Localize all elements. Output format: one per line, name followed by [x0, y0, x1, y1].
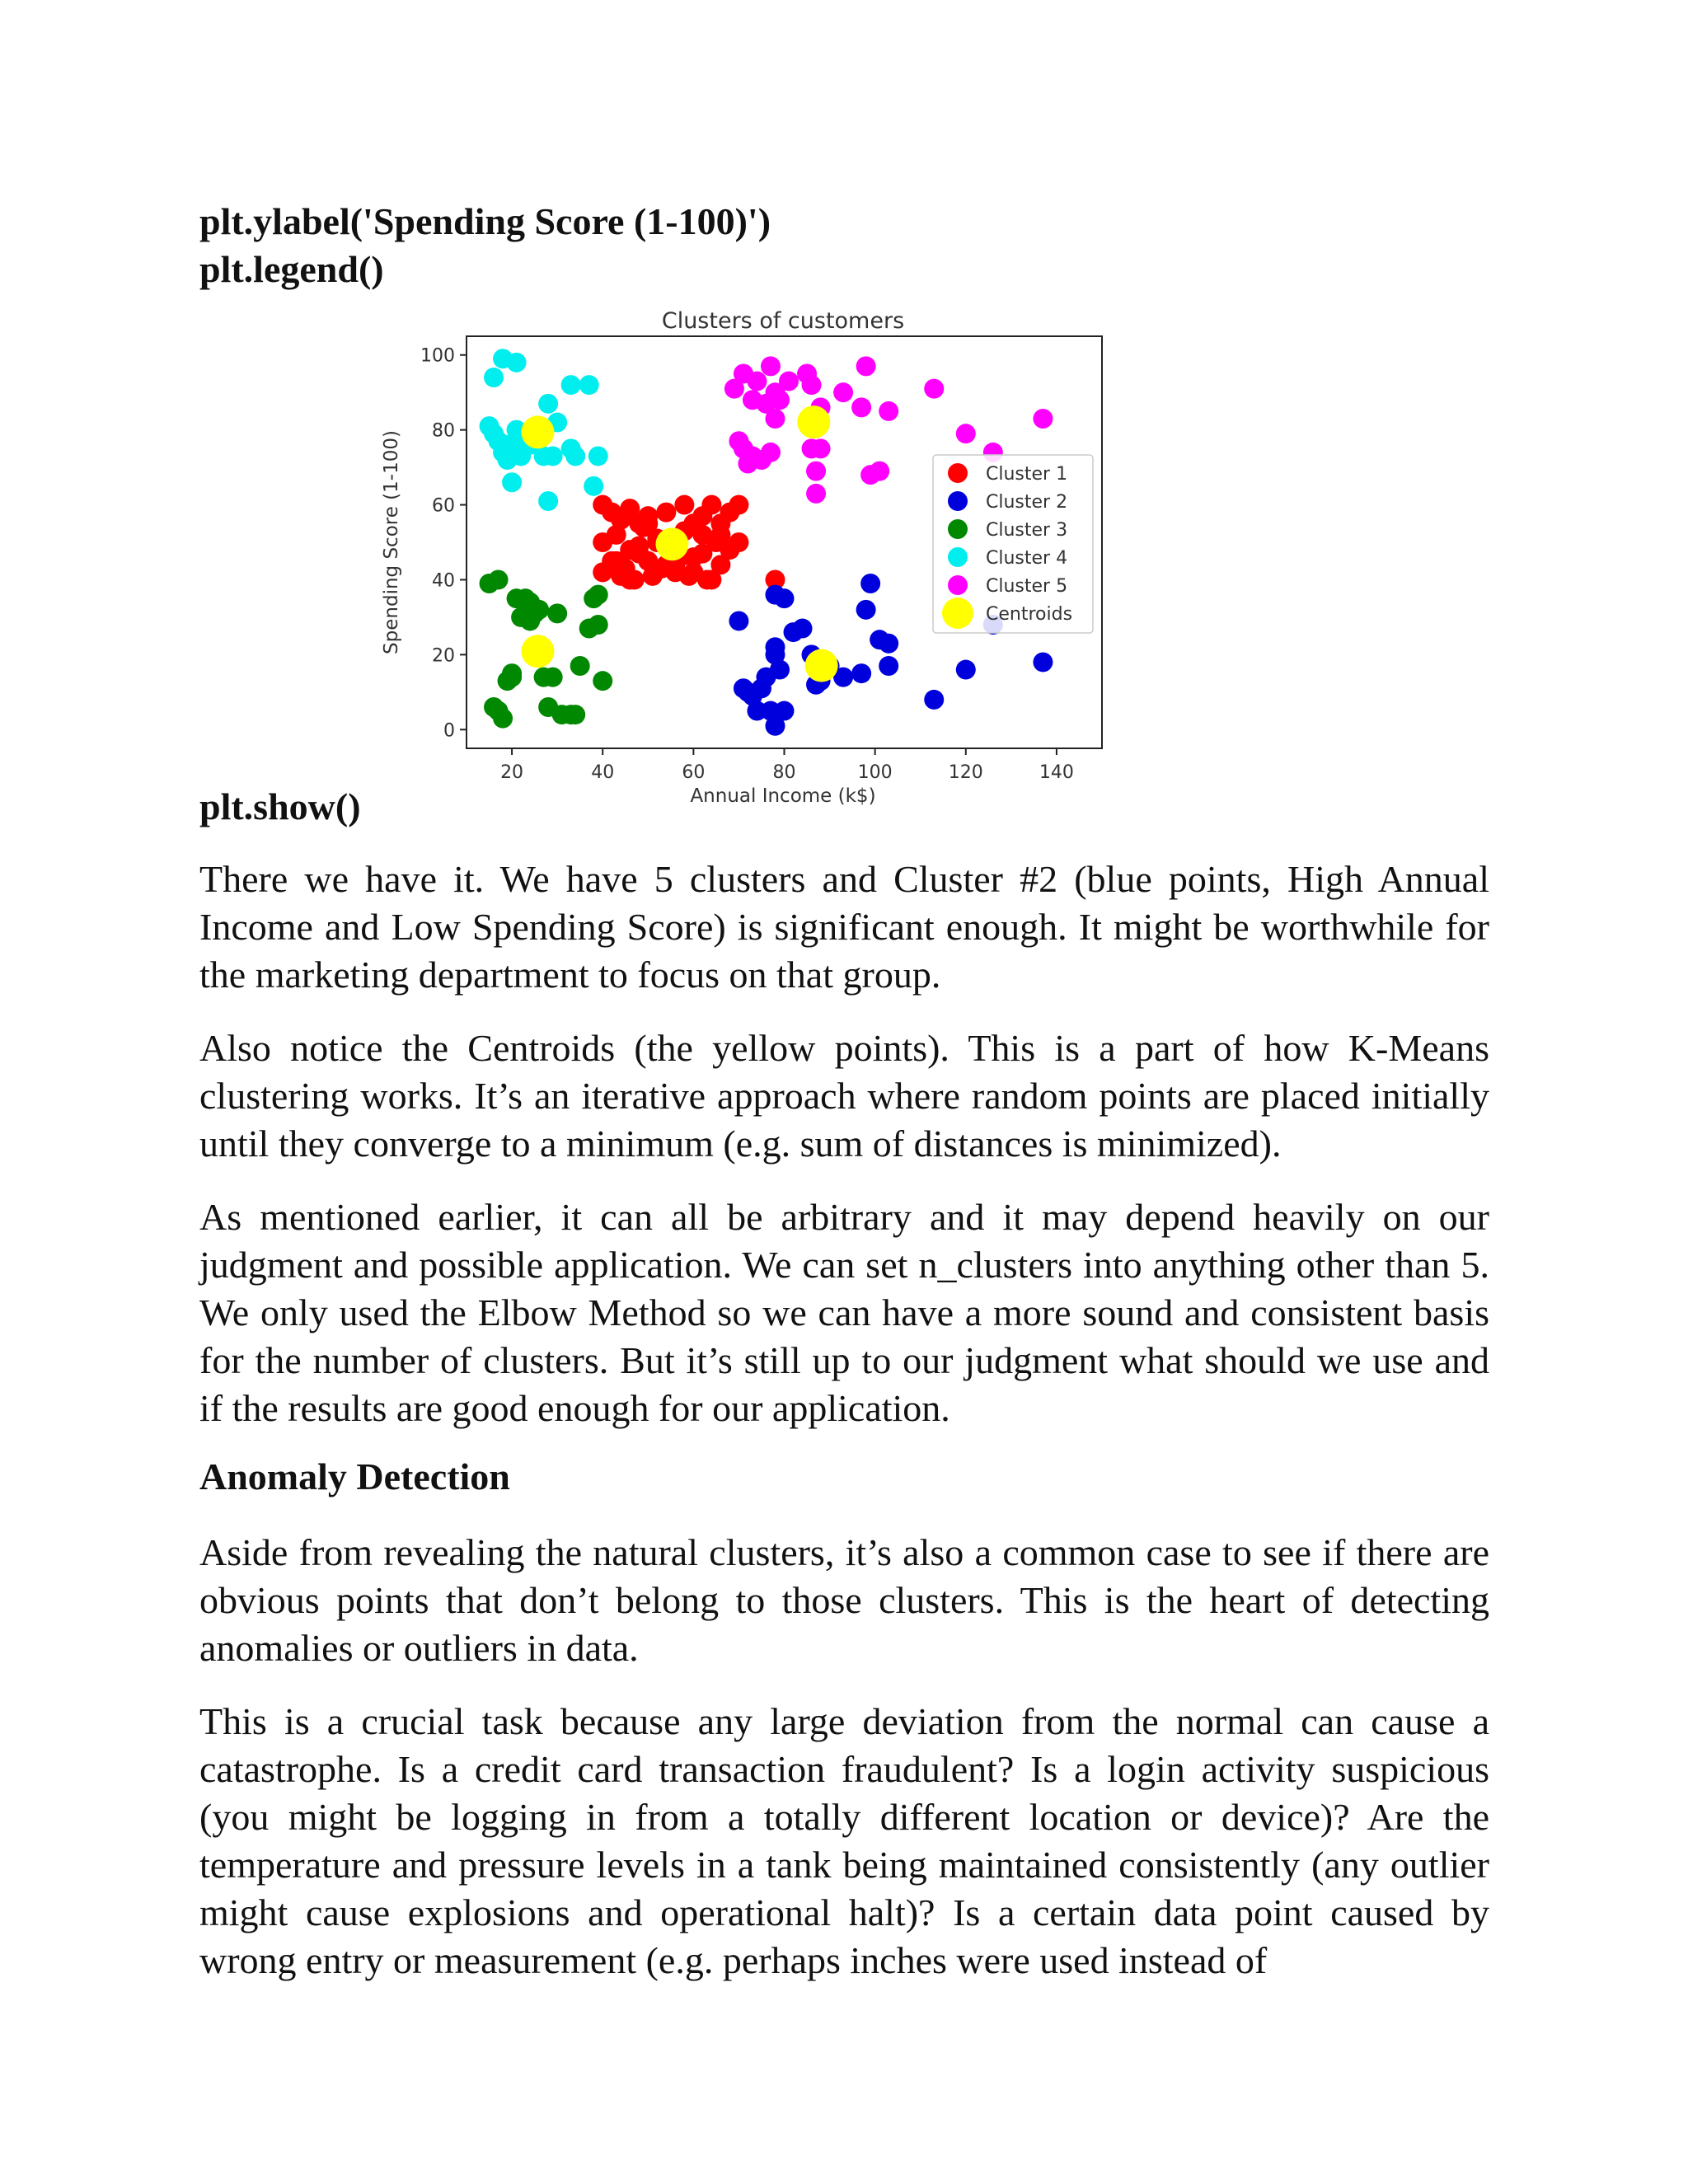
x-tick-label: 100 [857, 762, 893, 783]
cluster-point [806, 462, 826, 481]
y-tick-label: 60 [432, 495, 455, 517]
legend-marker [942, 598, 973, 629]
cluster-point [701, 495, 721, 515]
x-tick-label: 140 [1039, 762, 1074, 783]
paragraph-4: Aside from revealing the natural clusters, it’s also a common case to see if there are obvious points that don’t belong to those clusters. This is the heart of detecting anomalies or outliers in data. [199, 1531, 1489, 1669]
scatter-chart [379, 297, 1121, 824]
cluster-point [770, 390, 790, 410]
cluster-point [811, 438, 831, 458]
legend-label: Cluster 1 [986, 464, 1068, 485]
cluster-point [593, 671, 612, 691]
cluster-point [793, 619, 813, 639]
legend-marker [948, 575, 968, 595]
x-tick-label: 60 [682, 762, 706, 783]
cluster-point [729, 611, 748, 630]
cluster-point [588, 446, 608, 466]
paragraph-3: As mentioned earlier, it can all be arbitrary and it may depend heavily on our judgment and possible application. We can set n_clusters into anything other than 5. We only used the Elbow Method so we can have a more sound and consistent basis for the number of clusters. But it’s still up to our judgment what should we use and if the results are good enough for our application. [199, 1196, 1489, 1429]
chart-svg [379, 297, 1121, 824]
section-heading: Anomaly Detection [199, 1455, 510, 1497]
cluster-point [747, 372, 767, 391]
cluster-point [507, 353, 527, 373]
cluster-point [493, 443, 513, 462]
cluster-point [870, 462, 889, 481]
cluster-point [552, 705, 572, 724]
y-tick-label: 40 [432, 570, 455, 592]
code-line-show: plt.show() [199, 785, 361, 827]
cluster-point [761, 443, 781, 462]
chart-title: Clusters of customers [661, 308, 905, 334]
cluster-point [489, 701, 509, 721]
cluster-point [484, 424, 504, 443]
cluster-point [765, 637, 785, 657]
x-axis-label: Annual Income (k$) [690, 785, 876, 807]
cluster-point [806, 484, 826, 504]
cluster-point [956, 660, 976, 680]
cluster-point [879, 401, 898, 421]
cluster-point [851, 663, 871, 683]
cluster-point [538, 491, 558, 511]
cluster-point [584, 476, 603, 496]
centroid-point [521, 415, 554, 448]
legend-label: Centroids [986, 604, 1073, 625]
cluster-point [692, 525, 712, 545]
y-tick-label: 0 [443, 720, 455, 742]
cluster-point [534, 668, 554, 687]
cluster-point [538, 394, 558, 414]
cluster-point [860, 574, 880, 593]
paragraph-2: Also notice the Centroids (the yellow points). This is a part of how K-Means clustering works. It’s an iterative approach where random points are placed initially until they converge to a minimum (e.g. sum of distances is minimized). [199, 1027, 1489, 1165]
cluster-point [779, 372, 799, 391]
cluster-point [775, 701, 795, 721]
cluster-point [588, 615, 608, 635]
y-tick-label: 20 [432, 645, 455, 667]
cluster-point [579, 375, 599, 395]
centroid-point [521, 635, 554, 668]
cluster-point [701, 569, 721, 589]
centroid-point [797, 405, 830, 438]
x-tick-label: 40 [591, 762, 615, 783]
cluster-point [607, 525, 626, 545]
cluster-point [856, 600, 876, 620]
centroid-point [655, 527, 688, 560]
cluster-point [489, 569, 509, 589]
cluster-point [656, 503, 676, 523]
cluster-point [620, 569, 640, 589]
cluster-point [561, 375, 581, 395]
code-line-ylabel: plt.ylabel('Spending Score (1-100)') [199, 200, 771, 242]
paragraph-5: This is a crucial task because any large deviation from the normal can cause a catastrophe. Is a credit card transaction fraudulent? Is a login activity suspicious (you might be logging in from a totally different location or device)? Are the temperature and pressure levels in a tank being maintained consistently (any outlier might cause explosions and operational halt)? Is a certain data point caused by wrong entry or measurement (e.g. perhaps inches were used instead of [199, 1700, 1489, 1981]
cluster-point [547, 603, 567, 623]
cluster-point [607, 551, 626, 571]
cluster-point [520, 593, 540, 612]
code-line-legend: plt.legend() [199, 248, 384, 290]
cluster-point [765, 409, 785, 429]
legend-label: Cluster 2 [986, 492, 1068, 513]
x-tick-label: 120 [948, 762, 983, 783]
cluster-point [924, 379, 944, 399]
legend-marker [948, 463, 968, 483]
chart-legend [933, 455, 1093, 633]
x-tick-label: 20 [500, 762, 524, 783]
y-tick-label: 80 [432, 420, 455, 442]
y-axis-label: Spending Score (1-100) [381, 430, 402, 654]
cluster-point [502, 663, 522, 683]
cluster-point [534, 446, 554, 466]
x-tick-label: 80 [772, 762, 796, 783]
cluster-point [638, 513, 658, 533]
cluster-point [856, 356, 876, 376]
legend-marker [948, 519, 968, 539]
cluster-point [570, 656, 590, 676]
cluster-point [710, 513, 730, 533]
cluster-point [802, 375, 822, 395]
cluster-point [674, 495, 694, 515]
cluster-point [851, 397, 871, 417]
legend-marker [948, 491, 968, 511]
centroid-point [805, 649, 838, 682]
cluster-point [956, 424, 976, 443]
cluster-point [879, 634, 898, 654]
y-tick-label: 100 [420, 345, 455, 367]
cluster-point [629, 537, 649, 556]
cluster-point [1033, 652, 1053, 672]
legend-label: Cluster 3 [986, 520, 1068, 541]
legend-label: Cluster 5 [986, 576, 1068, 597]
cluster-point [761, 356, 781, 376]
paragraph-1: There we have it. We have 5 clusters and Cluster #2 (blue points, High Annual Income and Low Spending Score) is significant enough. It might be worthwhile for the marketing department to focus on that group. [199, 858, 1489, 996]
cluster-point [484, 368, 504, 387]
cluster-point [924, 690, 944, 710]
legend-marker [948, 547, 968, 567]
legend-label: Cluster 4 [986, 548, 1068, 569]
cluster-point [1033, 409, 1053, 429]
cluster-point [775, 588, 795, 608]
cluster-point [833, 382, 853, 402]
cluster-point [502, 472, 522, 492]
cluster-point [729, 532, 748, 552]
cluster-point [588, 585, 608, 605]
cluster-point [770, 660, 790, 680]
cluster-point [565, 446, 585, 466]
cluster-point [729, 495, 748, 515]
cluster-point [879, 656, 898, 676]
